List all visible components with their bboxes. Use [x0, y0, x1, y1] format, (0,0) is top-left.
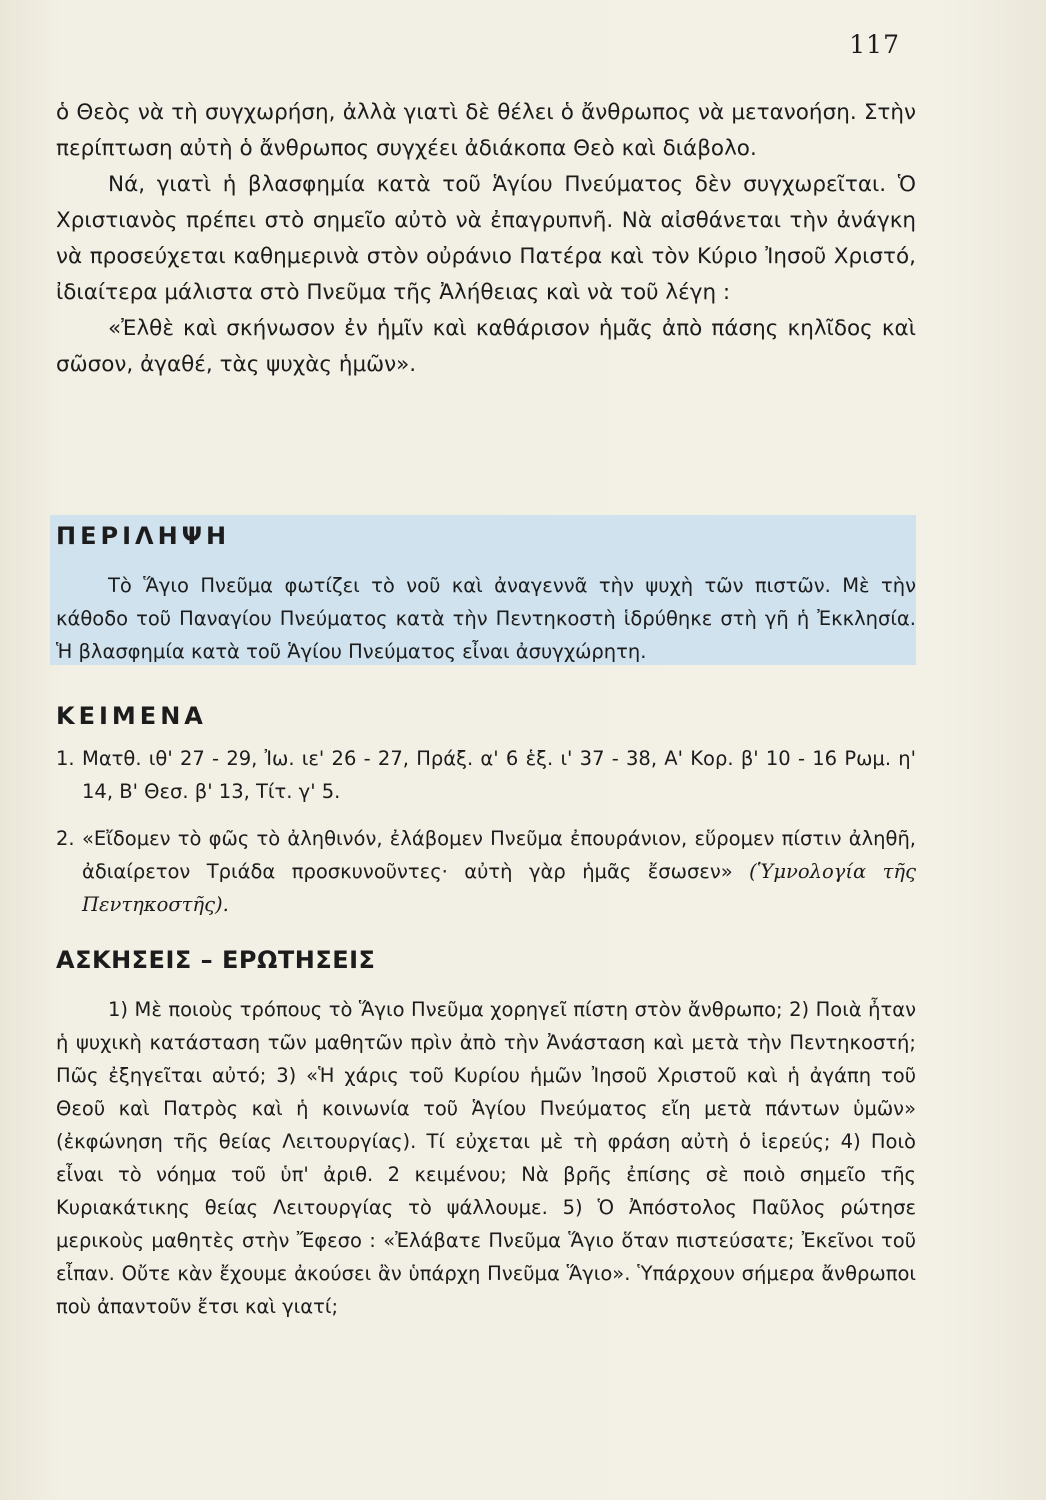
exercises-text: 1) Μὲ ποιοὺς τρόπους τὸ Ἅγιο Πνεῦμα χορηγεῖ πίστη στὸν ἄνθρωπο; 2) Ποιὰ ἦταν ἡ ψυχικὴ κατάσταση τῶν μαθητῶν πρὶν ἀπὸ τὴν Ἀνάσταση καὶ μετὰ τὴν Πεντηκοστή; Πῶς ἐξηγεῖται αὐτό; 3) «Ἡ χάρις τοῦ Κυρίου ἡμῶν Ἰησοῦ Χριστοῦ καὶ ἡ ἀγάπη τοῦ Θεοῦ καὶ Πατρὸς καὶ ἡ κοινωνία τοῦ Ἁγίου Πνεύματος εἴη μετὰ πάντων ὑμῶν» (ἐκφώνηση τῆς θείας Λειτουργίας). Τί εὐχεται μὲ τὴ φράση αὐτὴ ὁ ἱερεύς; 4) Ποιὸ εἶναι τὸ νόημα τοῦ ὑπ' ἀριθ. 2 κειμένου; Νὰ βρῆς ἐπίσης σὲ ποιὸ σημεῖο τῆς Κυριακάτικης θείας Λειτουργίας τὸ ψάλλουμε. 5) Ὁ Ἀπόστολος Παῦλος ρώτησε μερικοὺς μαθητὲς στὴν Ἔφεσο : «Ἐλάβατε Πνεῦμα Ἅγιο ὅταν πιστεύσατε; Ἐκεῖνοι τοῦ εἶπαν. Οὔτε κὰν ἔχουμε ἀκούσει ἂν ὑπάρχη Πνεῦμα Ἅγιο». Ὑπάρχουν σήμερα ἄνθρωποι ποὺ ἀπαντοῦν ἔτσι καὶ γιατί; — [56, 998, 916, 1318]
summary-text: Τὸ Ἅγιο Πνεῦμα φωτίζει τὸ νοῦ καὶ ἀναγεννᾶ τὴν ψυχὴ τῶν πιστῶν. Μὲ τὴν κάθοδο τοῦ Παναγίου Πνεύματος κατὰ τὴν Πεντηκοστὴ ἱδρύθηκε στὴ γῆ ἡ Ἐκκλησία. Ἡ βλασφημία κατὰ τοῦ Ἁγίου Πνεύματος εἶναι ἀσυγχώρητη. — [56, 574, 916, 663]
summary-section — [56, 569, 916, 668]
intro-paragraph-1: ὁ Θεὸς νὰ τὴ συγχωρήση, ἀλλὰ γιατὶ δὲ θέλει ὁ ἄνθρωπος νὰ μετανοήση. Στὴν περίπτωση αὐτὴ ὁ ἄνθρωπος συγχέει ἀδιάκοπα Θεὸ καὶ διάβολο. — [56, 100, 916, 161]
reference-text — [82, 822, 916, 921]
reference-text: Ματθ. ιθ' 27 - 29, Ἰω. ιε' 26 - 27, Πράξ. α' 6 ἑξ. ι' 37 - 38, Α' Κορ. β' 10 - 16 Ρωμ. η' 14, Β' Θεσ. β' 13, Τίτ. γ' 5. — [82, 747, 916, 803]
reference-item-2 — [56, 822, 916, 921]
reference-item-1 — [56, 742, 916, 808]
reference-number: 2. — [56, 827, 75, 850]
reference-number: 1. — [56, 747, 75, 770]
exercises-section — [56, 993, 916, 1323]
prayer-quote: «Ἐλθὲ καὶ σκήνωσον ἐν ἡμῖν καὶ καθάρισον ἡμᾶς ἀπὸ πάσης κηλῖδος καὶ σῶσον, ἀγαθέ, τὰς ψυχὰς ἡμῶν». — [56, 316, 916, 377]
exercises-heading: ΑΣΚΗΣΕΙΣ – ΕΡΩΤΗΣΕΙΣ — [56, 946, 376, 974]
texts-heading: ΚΕΙΜΕΝΑ — [56, 702, 207, 730]
hymn-quote: «Εἴδομεν τὸ φῶς τὸ ἀληθινόν, ἐλάβομεν Πνεῦμα ἐπουράνιον, εὕρομεν πίστιν ἀληθῆ, ἀδιαίρετον Τριάδα προσκυνοῦντες· αὐτὴ γὰρ ἡμᾶς ἔσωσεν» — [82, 827, 916, 883]
hymn-source: (Ὑμνολογία τῆς Πεντηκοστῆς). — [82, 860, 916, 916]
page-number: 117 — [849, 30, 900, 59]
texts-section — [56, 742, 916, 935]
intro-paragraph-2: Νά, γιατὶ ἡ βλασφημία κατὰ τοῦ Ἁγίου Πνεύματος δὲν συγχωρεῖται. Ὁ Χριστιανὸς πρέπει στὸ σημεῖο αὐτὸ νὰ ἐπαγρυπνῆ. Νὰ αἰσθάνεται τὴν ἀνάγκη νὰ προσεύχεται καθημερινὰ στὸν οὐράνιο Πατέρα καὶ τὸν Κύριο Ἰησοῦ Χριστό, ἰδιαίτερα μάλιστα στὸ Πνεῦμα τῆς Ἀλήθειας καὶ νὰ τοῦ λέγη : — [56, 172, 916, 305]
summary-heading: ΠΕΡΙΛΗΨΗ — [56, 522, 231, 550]
intro-section — [56, 95, 916, 383]
